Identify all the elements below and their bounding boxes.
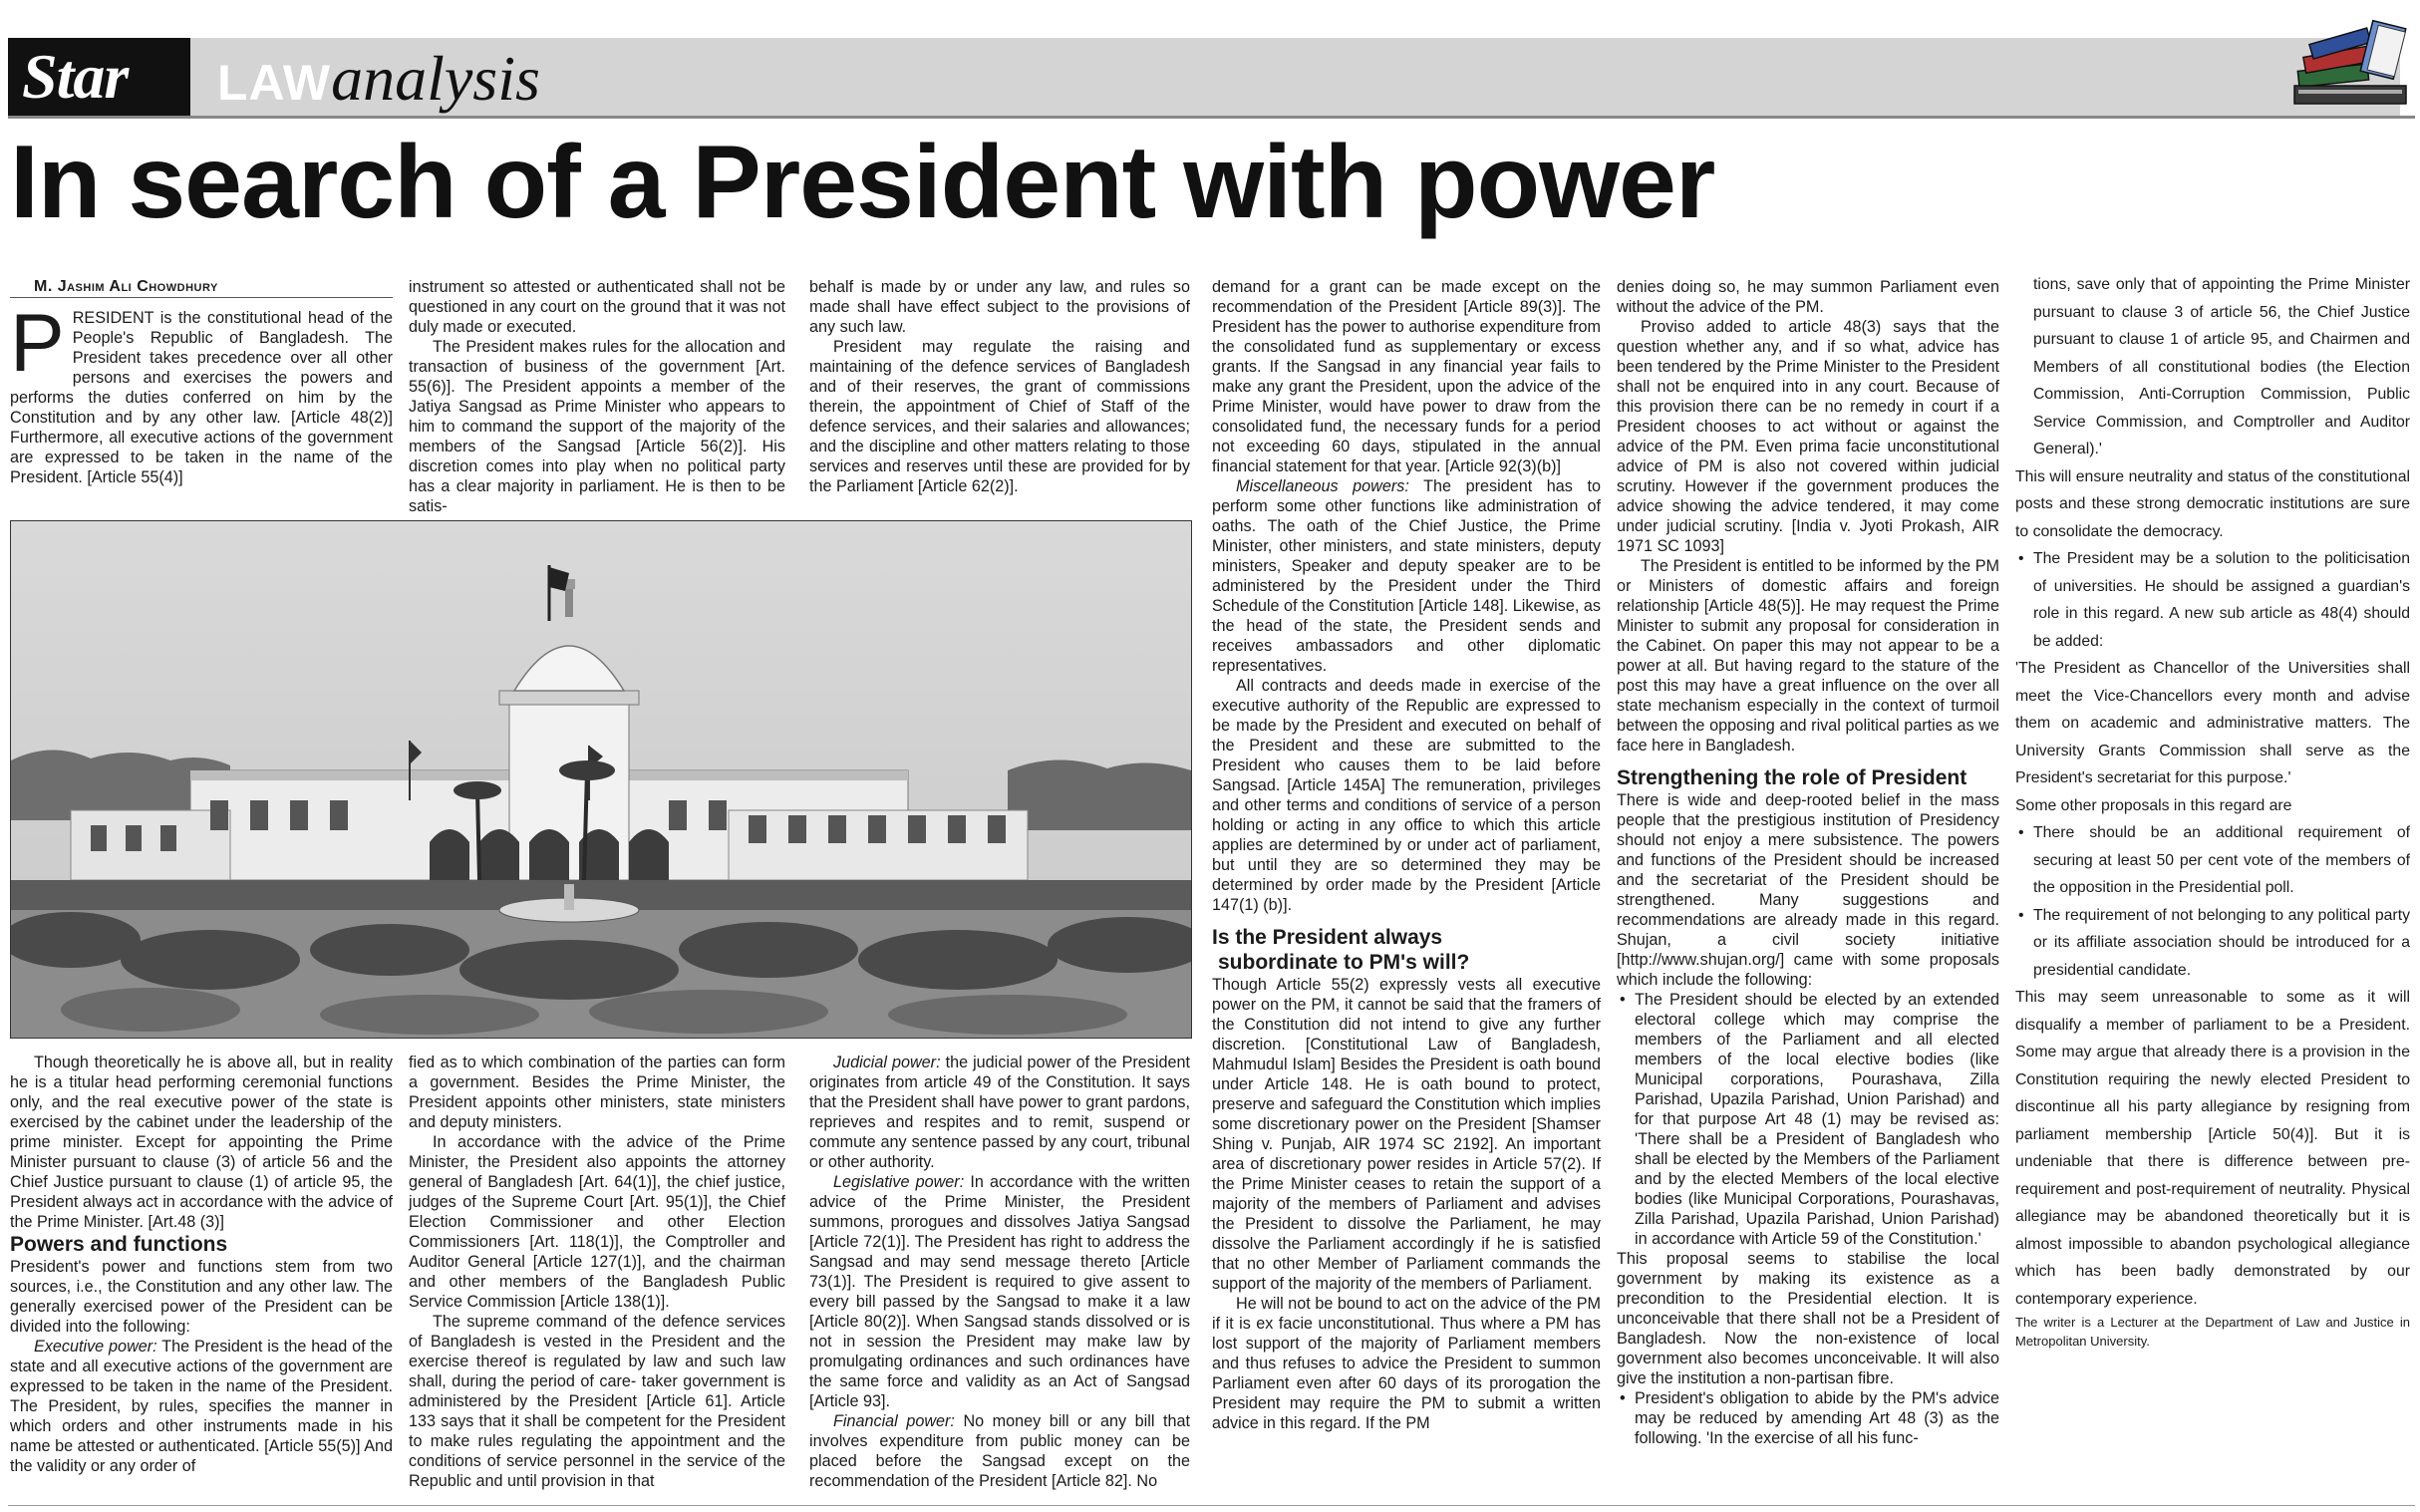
paragraph: instrument so attested or authenticated shall not be questioned in any court on the ground that it was not duly made or executed.	[409, 278, 785, 336]
presidential-palace-photo	[10, 520, 1192, 1039]
list-item: • President's obligation to abide by the PM's advice may be reduced by amending Art 48 (3) as the following. 'In the exercise of all his func-	[1635, 1388, 1999, 1448]
paragraph: 'The President as Chancellor of the Universities shall meet the Vice-Chancellors every month and advise them on academic and administrative matters. The University Grants Commission shall serve as the President's secretariat for this purpose.'	[2015, 660, 2410, 786]
paragraph-text: The President is the head of the state and all executive actions of the government are expressed to be taken in the name of the President. The President, by rules, specifies the manner in which orders and other instruments made in his name be attested or authenticated. [Article 55(5)] And the validity or any order of	[10, 1338, 393, 1475]
intro-paragraph	[10, 298, 393, 487]
list-item: • The requirement of not belonging to any political party or its affiliate association should be introduced for a presidential candidate.	[2033, 902, 2410, 985]
paragraph: He will not be bound to act on the advice of the PM if it is ex facie unconstitutional. Thus where a PM has lost support of the majority of Parliament members and thus refuses to advice the President to summon Parliament even after 60 days of its prorogation the President may require the PM to submit a written advice in this regard. If the PM	[1212, 1295, 1601, 1432]
proposal-list	[1617, 990, 1999, 1249]
list-item-continued: tions, save only that of appointing the Prime Minister pursuant to clause 3 of article 56, the Chief Justice pursuant to clause 1 of article 95, and Chairmen and Members of all constitutional bodies (the Election Commission, Anti-Corruption Commission, Public Service Commission, and Comptroller and Auditor General).'	[2033, 276, 2410, 457]
author-tagline: The writer is a Lecturer at the Department of Law and Justice in Metropolitan University.	[2015, 1315, 2410, 1349]
list-item: • The President may be a solution to the politicisation of universities. He should be assigned a guardian's role in this regard. A new sub article as 48(4) should be added:	[2033, 545, 2410, 655]
paragraph: The supreme command of the defence services of Bangladesh is vested in the President and the exercise thereof is regulated by law and such law shall, during the period of care- taker government is administered by the President [Article 61]. Article 133 says that it shall be competent for the President to make rules regulating the appointment and the conditions of service personnel in the service of the Republic and until provision in that	[409, 1313, 785, 1490]
paragraph: President's power and functions stem from two sources, i.e., the Constitution and any other law. The generally exercised power of the President can be divided into the following:	[10, 1258, 393, 1336]
subhead-powers-and-functions: Powers and functions	[10, 1233, 228, 1256]
paragraph: behalf is made by or under any law, and rules so made shall have effect subject to the provisions of any such law.	[809, 278, 1190, 336]
proposal-list	[1617, 1388, 1999, 1448]
column-3-top	[809, 277, 1190, 496]
paragraph: Some other proposals in this regard are	[2015, 796, 2292, 814]
list-item: • The President should be elected by an extended electoral college which may comprise the members of the Parliament and all elected members of the local elective bodies (like Municipal corporations, Pourashava, Zilla Parishad, Upazila Parishad, Union Parishad) and for that purpose Art 48 (1) may be revised as: 'There shall be a President of Bangladesh who shall be elected by the Members of the Parliament and by the elected Members of the local elective bodies (like Municipal Corporations, Pourashavas, Zilla Parishad, Upazila Parishad, Union Parishad) in accordance with Article 59 of the Constitution.'	[1635, 990, 1999, 1249]
label-executive-power: Executive power:	[34, 1338, 157, 1356]
paragraph: Though theoretically he is above all, but in reality he is a titular head performing ceremonial functions only, and the real executive power of the state is exercised by the cabinet under the leadership of the prime minister. Except for appointing the Prime Minister pursuant to clause (3) of article 56 and the Chief Justice pursuant to clause (1) of article 95, the President always act in accordance with the advice of the Prime Minister. [Art.48 (3)]	[10, 1054, 393, 1231]
column-1-bottom	[10, 1053, 393, 1476]
paragraph	[809, 1411, 1190, 1491]
subhead-strengthening-role: Strengthening the role of President	[1617, 766, 1967, 789]
label-financial-power: Financial power:	[833, 1412, 955, 1430]
subhead-is-president-subordinate	[1212, 925, 1601, 975]
byline-rule	[10, 297, 393, 298]
column-4	[1212, 277, 1601, 1433]
paragraph: The President makes rules for the allocation and transaction of business of the government [Art. 55(6)]. The President appoints a member of the Jatiya Sangsad as Prime Minister who appears to him to command the support of the majority of the members of the Sangsad [Article 56(2)]. His discretion comes into play when no political party has a clear majority in parliament. He is then to be satis-	[409, 338, 785, 515]
list-item: • There should be an additional requirement of securing at least 50 per cent vote of the members of the opposition in the Presidential poll.	[2033, 819, 2410, 902]
paragraph: This will ensure neutrality and status of the constitutional posts and these strong democratic institutions are sure to consolidate the democracy.	[2015, 467, 2410, 540]
column-2-bottom	[409, 1053, 785, 1491]
paragraph: denies doing so, he may summon Parliament even without the advice of the PM.	[1617, 278, 1999, 316]
paragraph: demand for a grant can be made except on the recommendation of the President [Article 89(3)]. The President has the power to authorise expenditure from the consolidated fund as supplementary or excess grants. If the Sangsad in any financial year fails to make any grant the President, upon the advice of the Prime Minister, would have power to draw from the consolidated fund, the necessary funds for a period not exceeding 60 days, stipulated in the annual financial statement for that year. [Article 92(3)(b)]	[1212, 278, 1601, 475]
paragraph: President may regulate the raising and maintaining of the defence services of Bangladesh and of their reserves, the grant of commissions therein, the appointment of Chief of Staff of the defence services, and their salaries and allowances; and the discipline and other matters relating to those services and reserves until these are provided for by the Parliament [Article 62(2)].	[809, 338, 1190, 495]
paragraph-text: No money bill or any bill that involves expenditure from public money can be placed before the Sangsad except on the recommendation of the President [Article 82]. No	[809, 1412, 1190, 1490]
masthead-rule	[8, 116, 2415, 119]
paragraph: There is wide and deep-rooted belief in the mass people that the prestigious institution of Presidency should not enjoy a mere subsistence. The powers and functions of the President should be increased and the secretariat of the President should be strengthened. Many suggestions and recommendations are already made in this regard. Shujan, a civil society initiative [http://www.shujan.org/] came with some proposals which include the following:	[1617, 791, 1999, 989]
subhead-line-1: Is the President always	[1212, 926, 1443, 949]
paragraph: Proviso added to article 48(3) says that the question whether any, and if so what, advice has been tendered by the Prime Minister to the President shall not be enquired into in any court. Because of this provision there can be no remedy in court if a President chooses to act without or against the advice of the PM. Even prima facie unconstitutional advice of PM is also not covered within judicial scrutiny. However if the government produces the advice showing the advice tendered, it may come under judicial scrutiny. [India v. Jyoti Prokash, AIR 1971 SC 1093]	[1617, 318, 1999, 555]
column-3-bottom	[809, 1053, 1190, 1491]
subhead-line-2: subordinate to PM's will?	[1218, 951, 1470, 974]
paragraph-text: The president has to perform some other functions like administration of oaths. The oath of the Chief Justice, the Prime Minister, other ministers, and state ministers, deputy ministers, Speaker and deputy speaker are to be administered by the President under the Third Schedule of the Constitution [Article 148]. Likewise, as the head of the state, the President sends and receives ambassadors and other diplomatic representatives.	[1212, 477, 1601, 675]
intro-text: RESIDENT is the constitutional head of the People's Republic of Bangladesh. The President takes precedence over all other persons and exercises the powers and performs the duties conferred on him by the Constitution and by any other law. [Article 48(2)] Furthermore, all executive actions of the government are expressed to be taken in the name of the President. [Article 55(4)]	[10, 309, 393, 486]
label-legislative-power: Legislative power:	[833, 1173, 965, 1191]
proposal-list	[2015, 271, 2410, 463]
paragraph: fied as to which combination of the parties can form a government. Besides the Prime Minister, the President appoints other ministers, state ministers and deputy ministers.	[409, 1054, 785, 1131]
paragraph-text: the judicial power of the President originates from article 49 of the Constitution. It says that the President shall have power to grant pardons, reprieves and respites and to remit, suspend or commute any sentence passed by any court, tribunal or other authority.	[809, 1054, 1191, 1171]
paragraph: This may seem unreasonable to some as it will disqualify a member of parliament to be a President. Some may argue that already there is a provision in the Constitution requiring the newly elected President to discontinue all his party allegiance by resigning from parliament membership [Article 50(4)]. But it is undeniable that there is difference between pre-requirement and post-requirement of neutrality. Physical allegiance may be abandoned theoretically but it is almost impossible to abandon psychological allegiance which has been badly demonstrated by our contemporary experience.	[2015, 989, 2410, 1308]
paragraph-text: In accordance with the written advice of the Prime Minister, the President summons, prorogues and dissolves Jatiya Sangsad [Article 72(1)]. The President has right to address the Sangsad and may send message thereto [Article 73(1)]. The President is required to give assent to every bill passed by the Sangsad to make it a law [Article 80(2)]. When Sangsad stands dissolved or is not in session the President may make law by promulgating ordinances and such ordinances have the same force and validity as an Act of Sangsad [Article 93].	[809, 1173, 1190, 1410]
paragraph: All contracts and deeds made in exercise of the executive authority of the Republic are expressed to be made by the President and executed on behalf of the President and these are submitted to the President who causes them to be laid before Sangsad. [Article 145A] The remuneration, privileges and other terms and conditions of service of a person holding or acting in any office to which this article applies are determined by or under act of parliament, but until they are so determined they may be determined by order made by the President [Article 147(1) (b)].	[1212, 677, 1601, 914]
label-miscellaneous-powers: Miscellaneous powers:	[1236, 477, 1409, 495]
paragraph: In accordance with the advice of the Prime Minister, the President also appoints the attorney general of Bangladesh [Art. 64(1)], the chief justice, judges of the Supreme Court [Art. 95(1)], the Chief Election Commissioner and other Election Commissioners [Art. 118(1)], the Comptroller and Auditor General [Article 127(1)], and the chairman and other members of the Bangladesh Public Service Commission [Article 138(1)].	[409, 1133, 785, 1311]
footer-rule	[8, 1505, 2415, 1506]
column-1-top	[10, 277, 393, 487]
column-5	[1617, 277, 1999, 1448]
star-logo-block	[8, 38, 190, 116]
headline: In search of a President with power	[10, 125, 1715, 240]
star-logo: Star	[22, 41, 129, 112]
section-law: LAW	[217, 55, 332, 111]
paragraph: Though Article 55(2) expressly vests all executive power on the PM, it cannot be said that the framers of the Constitution did not intend to give any further discretion. [Constitutional Law of Bangladesh, Mahmudul Islam] Besides the President is oath bound under Article 148. He is oath bound to protect, preserve and safeguard the Constitution which implies some discretionary power on the President [Shamser Shing v. Punjab, AIR 1974 SC 2192]. An important area of discretionary power resides in Article 57(2). If the Prime Minister ceases to retain the support of a majority of the members of Parliament and advises the President to dissolve the Parliament, he may dissolve the Parliament accordingly if he is satisfied that no other Member of Parliament commands the support of the majority of the members of Parliament.	[1212, 976, 1601, 1293]
books-icon	[2290, 6, 2415, 116]
masthead-banner	[8, 38, 2400, 116]
column-6	[2015, 271, 2410, 1351]
section-analysis: analysis	[331, 43, 540, 114]
paragraph	[809, 1172, 1190, 1411]
paragraph	[1212, 476, 1601, 676]
paragraph: This proposal seems to stabilise the local government by making its existence as a precondition to the Presidential election. It is unconceivable that there shall not be a President of Bangladesh. Now the non-existence of local government also becomes unconceivable. It will also give the institution a non-partisan fibre.	[1617, 1250, 1999, 1387]
proposal-list	[2015, 819, 2410, 984]
label-judicial-power: Judicial power:	[833, 1054, 941, 1071]
column-2-top	[409, 277, 785, 516]
proposal-list	[2015, 545, 2410, 655]
paragraph	[809, 1053, 1190, 1172]
paragraph	[10, 1337, 393, 1476]
section-title	[217, 42, 540, 112]
byline: M. Jashim Ali Chowdhury	[34, 278, 218, 295]
paragraph: The President is entitled to be informed by the PM or Ministers of domestic affairs and foreign relationship [Article 48(5)]. He may request the Prime Minister to submit any proposal for consideration in the Cabinet. On paper this may not appear to be a power at all. But having regard to the stature of the post this may have a great influence on the over all state mechanism especially in the context of turmoil between the opposing and rival political parties as we face here in Bangladesh.	[1617, 557, 1999, 755]
dropcap: P	[10, 298, 65, 389]
